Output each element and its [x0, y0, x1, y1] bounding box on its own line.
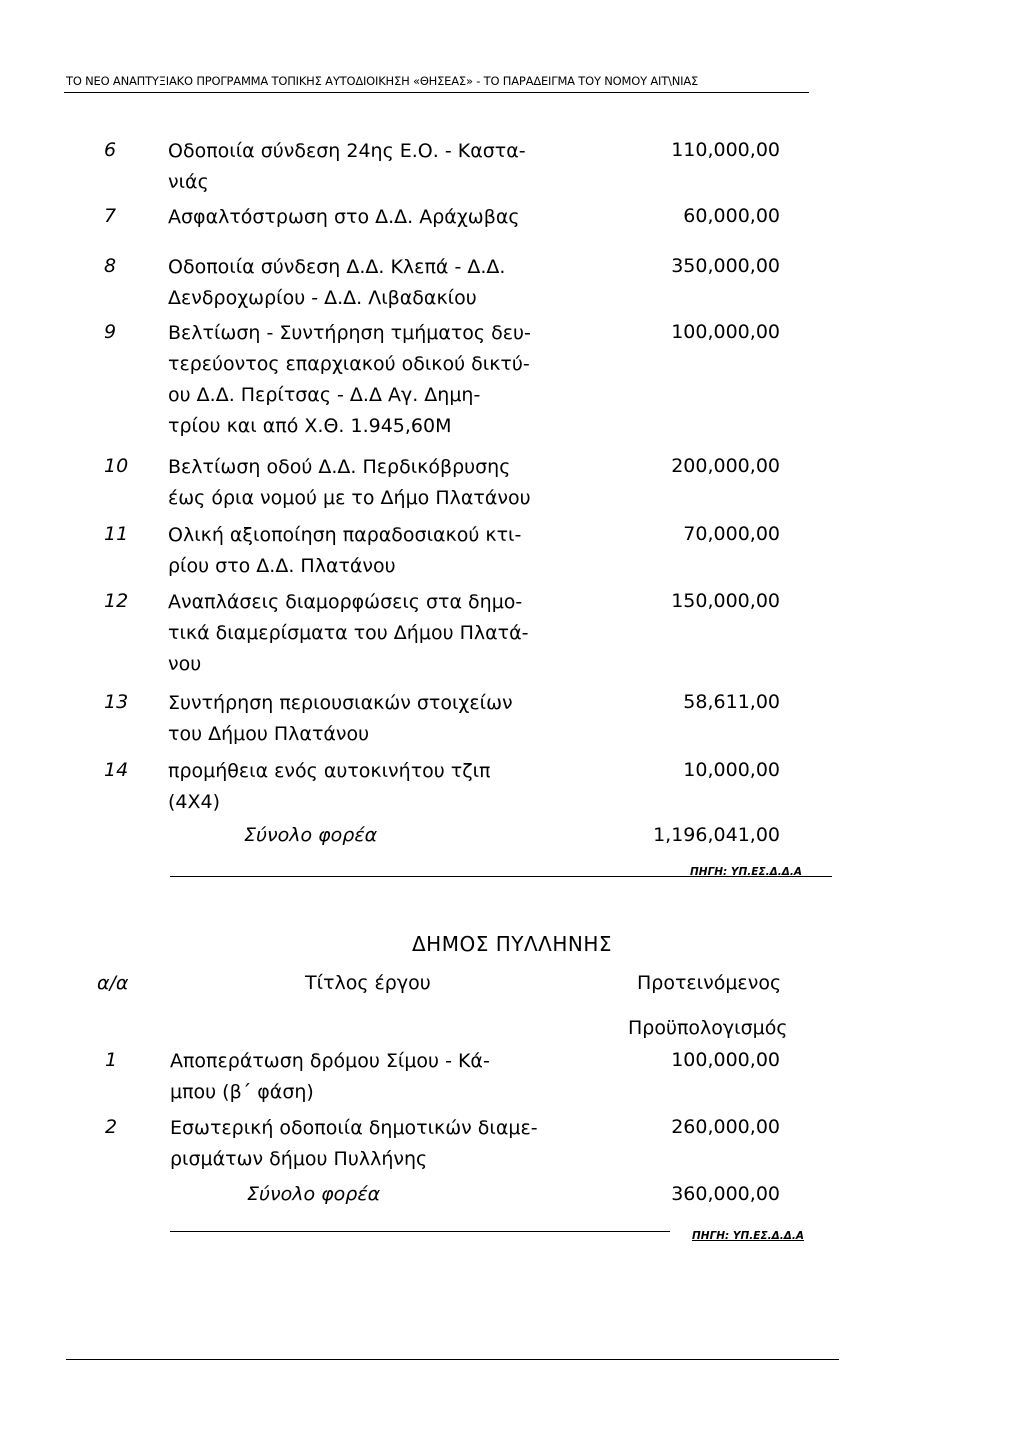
description-line: Εσωτερική οδοποιία δημοτικών διαμε- — [170, 1117, 538, 1139]
page-header: ΤΟ ΝΕΟ ΑΝΑΠΤΥΞΙΑΚΟ ΠΡΟΓΡΑΜΜΑ ΤΟΠΙΚΗΣ ΑΥΤΟΔΙΟΙΚΗΣΗ «ΘΗΣΕΑΣ» - ΤΟ ΠΑΡΑΔΕΙΓΜΑ ΤΟΥ ΝΟΜΟΥ ΑΙΤ\ΝΙΑΣ — [66, 74, 699, 88]
column-header-budget: Προτεινόμενος — [637, 972, 782, 994]
description-line: μπου (β΄ φάση) — [170, 1081, 314, 1103]
column-header-title: Τίτλος έργου — [305, 972, 431, 994]
row-description — [168, 756, 588, 818]
description-line: τρίου και από Χ.Θ. 1.945,60Μ — [168, 415, 452, 437]
description-line: τικά διαμερίσματα του Δήμου Πλατά- — [168, 622, 529, 644]
row-amount: 100,000,00 — [671, 1049, 780, 1071]
description-line: του Δήμου Πλατάνου — [168, 723, 370, 745]
total-label: Σύνολο φορέα — [247, 1183, 381, 1205]
column-header-number: α/α — [97, 972, 129, 994]
description-line: Δενδροχωρίου - Δ.Δ. Λιβαδακίου — [168, 287, 477, 309]
row-description — [168, 520, 588, 582]
row-description — [170, 1113, 590, 1175]
row-number: 8 — [104, 255, 117, 277]
total-amount: 360,000,00 — [671, 1183, 780, 1205]
row-amount: 60,000,00 — [683, 205, 780, 227]
source-note: ΠΗΓΗ: ΥΠ.ΕΣ.Δ.Δ.Α — [692, 1230, 804, 1242]
description-line: Οδοποιία σύνδεση 24ης Ε.Ο. - Καστα- — [168, 140, 526, 162]
row-number: 10 — [104, 455, 129, 477]
description-line: ρίου στο Δ.Δ. Πλατάνου — [168, 555, 396, 577]
row-description — [168, 452, 588, 514]
row-amount: 10,000,00 — [683, 759, 780, 781]
row-number: 1 — [105, 1049, 118, 1071]
description-line: Οδοποιία σύνδεση Δ.Δ. Κλεπά - Δ.Δ. — [168, 256, 506, 278]
description-line: ου Δ.Δ. Περίτσας - Δ.Δ Αγ. Δημη- — [168, 384, 481, 406]
description-line: (4Χ4) — [168, 791, 221, 813]
description-line: τερεύοντος επαρχιακού οδικού δικτύ- — [168, 353, 530, 375]
description-line: νου — [168, 653, 202, 675]
description-line: προμήθεια ενός αυτοκινήτου τζιπ — [168, 760, 491, 782]
description-line: Ολική αξιοποίηση παραδοσιακού κτι- — [168, 524, 522, 546]
header-divider — [64, 92, 809, 93]
row-amount: 100,000,00 — [671, 321, 780, 343]
row-number: 9 — [104, 321, 117, 343]
page-bottom-rule — [66, 1359, 839, 1360]
row-description — [170, 1046, 590, 1108]
row-number: 11 — [104, 523, 129, 545]
row-description — [168, 202, 588, 233]
row-amount: 350,000,00 — [671, 255, 780, 277]
row-amount: 260,000,00 — [671, 1116, 780, 1138]
description-line: Ασφαλτόστρωση στο Δ.Δ. Αράχωβας — [168, 206, 520, 228]
row-amount: 150,000,00 — [671, 590, 780, 612]
row-number: 2 — [105, 1116, 118, 1138]
description-line: Συντήρηση περιουσιακών στοιχείων — [168, 692, 513, 714]
row-amount: 200,000,00 — [671, 455, 780, 477]
row-description — [168, 252, 588, 314]
description-line: Αναπλάσεις διαμορφώσεις στα δημο- — [168, 591, 523, 613]
row-description — [168, 136, 588, 198]
row-amount: 58,611,00 — [683, 691, 780, 713]
source-note: ΠΗΓΗ: ΥΠ.ΕΣ.Δ.Δ.Α — [690, 866, 802, 878]
row-description — [168, 587, 588, 680]
row-number: 14 — [104, 759, 129, 781]
row-number: 12 — [104, 590, 129, 612]
description-line: έως όρια νομού με το Δήμο Πλατάνου — [168, 487, 531, 509]
description-line: ρισμάτων δήμου Πυλλήνης — [170, 1148, 428, 1170]
row-amount: 110,000,00 — [671, 139, 780, 161]
row-description — [168, 688, 588, 750]
row-number: 6 — [104, 139, 117, 161]
description-line: Βελτίωση - Συντήρηση τμήματος δευ- — [168, 322, 531, 344]
column-header-budget-line2: Προϋπολογισμός — [628, 1017, 788, 1039]
description-line: Αποπεράτωση δρόμου Σίμου - Κά- — [170, 1050, 490, 1072]
table-bottom-rule — [170, 1231, 670, 1232]
row-amount: 70,000,00 — [683, 523, 780, 545]
total-amount: 1,196,041,00 — [653, 824, 780, 846]
row-description — [168, 318, 588, 442]
total-label: Σύνολο φορέα — [244, 824, 378, 846]
description-line: νιάς — [168, 171, 209, 193]
row-number: 13 — [104, 691, 129, 713]
description-line: Βελτίωση οδού Δ.Δ. Περδικόβρυσης — [168, 456, 511, 478]
row-number: 7 — [104, 205, 117, 227]
section-title: ΔΗΜΟΣ ΠΥΛΛΗΝΗΣ — [411, 932, 612, 956]
